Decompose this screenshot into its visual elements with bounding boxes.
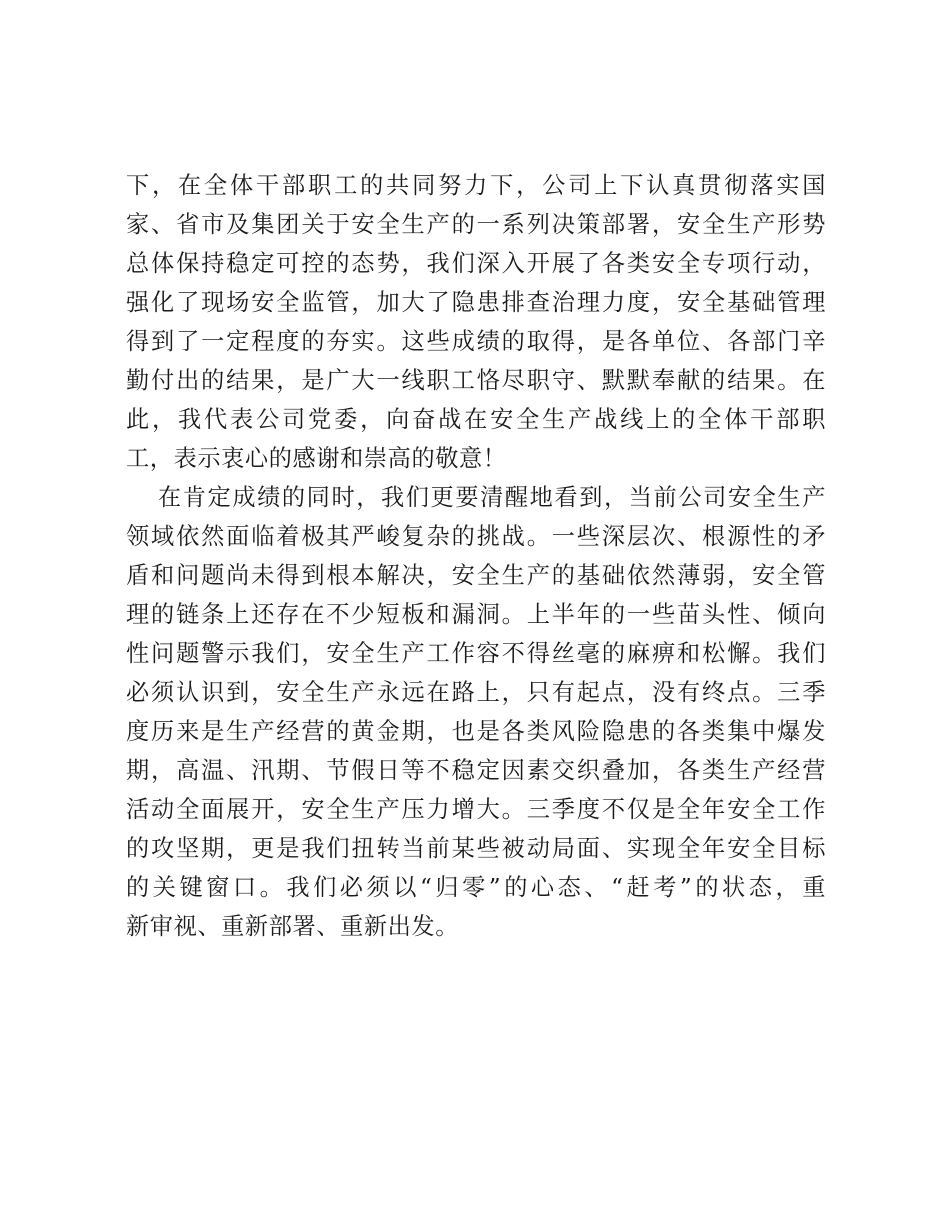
text-line: 性问题警示我们，安全生产工作容不得丝毫的麻痹和松懈。我们 xyxy=(126,640,826,667)
text-line: 此，我代表公司党委，向奋战在安全生产战线上的全体干部职 xyxy=(126,406,826,433)
text-line: 盾和问题尚未得到根本解决，安全生产的基础依然薄弱，安全管 xyxy=(126,562,826,589)
text-line: 领域依然面临着极其严峻复杂的挑战。一些深层次、根源性的矛 xyxy=(126,523,826,550)
text-line: 理的链条上还存在不少短板和漏洞。上半年的一些苗头性、倾向 xyxy=(126,601,826,628)
text-line: 得到了一定程度的夯实。这些成绩的取得，是各单位、各部门辛 xyxy=(126,328,826,355)
paragraph xyxy=(126,166,826,478)
text-line: 下，在全体干部职工的共同努力下，公司上下认真贯彻落实国 xyxy=(126,172,826,199)
text-line: 的关键窗口。我们必须以“归零”的心态、“赶考”的状态，重 xyxy=(126,874,826,901)
text-line: 度历来是生产经营的黄金期，也是各类风险隐患的各类集中爆发 xyxy=(126,718,826,745)
text-line: 期，高温、汛期、节假日等不稳定因素交织叠加，各类生产经营 xyxy=(126,757,826,784)
document-body xyxy=(126,166,826,946)
text-line: 家、省市及集团关于安全生产的一系列决策部署，安全生产形势 xyxy=(126,211,826,238)
text-line: 工，表示衷心的感谢和崇高的敬意！ xyxy=(126,445,507,472)
text-line: 强化了现场安全监管，加大了隐患排查治理力度，安全基础管理 xyxy=(126,289,826,316)
text-line: 活动全面展开，安全生产压力增大。三季度不仅是全年安全工作 xyxy=(126,796,826,823)
paragraph xyxy=(126,478,826,946)
text-line: 必须认识到，安全生产永远在路上，只有起点，没有终点。三季 xyxy=(126,679,826,706)
text-line: 在肯定成绩的同时，我们更要清醒地看到，当前公司安全生产 xyxy=(158,484,826,511)
text-line: 总体保持稳定可控的态势，我们深入开展了各类安全专项行动， xyxy=(126,250,826,277)
text-line: 新审视、重新部署、重新出发。 xyxy=(126,913,460,940)
text-line: 勤付出的结果，是广大一线职工恪尽职守、默默奉献的结果。在 xyxy=(126,367,826,394)
text-line: 的攻坚期，更是我们扭转当前某些被动局面、实现全年安全目标 xyxy=(126,835,826,862)
